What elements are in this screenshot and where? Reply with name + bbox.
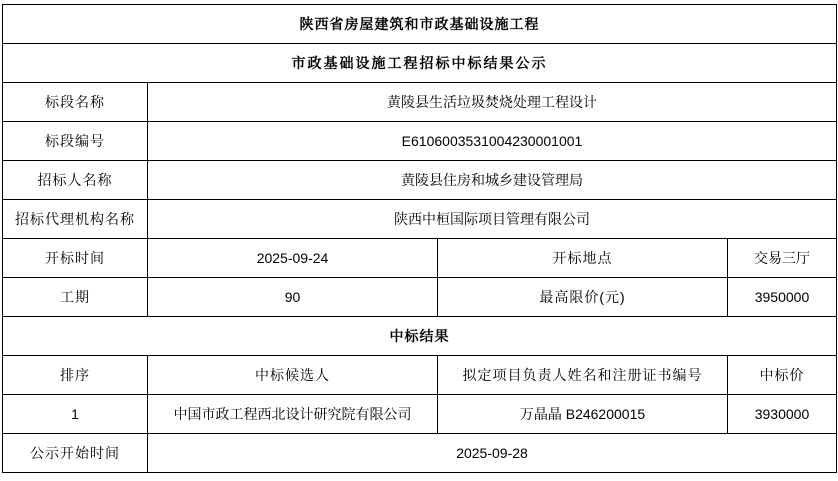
bid-result-table <box>2 4 837 473</box>
field-value-section-code: E6106003531004230001001 <box>148 122 837 161</box>
table-row <box>3 395 837 434</box>
cell-rank: 1 <box>3 395 148 434</box>
column-header-rank: 排序 <box>3 356 148 395</box>
table-row <box>3 122 837 161</box>
field-value-open-time: 2025-09-24 <box>148 239 438 278</box>
table-row-subtitle <box>3 44 837 83</box>
field-value-agency: 陕西中桓国际项目管理有限公司 <box>148 200 837 239</box>
table-row <box>3 434 837 473</box>
table-row <box>3 239 837 278</box>
field-label-section-code: 标段编号 <box>3 122 148 161</box>
field-label-duration: 工期 <box>3 278 148 317</box>
field-value-section-name: 黄陵县生活垃圾焚烧处理工程设计 <box>148 83 837 122</box>
cell-price: 3930000 <box>728 395 837 434</box>
field-label-publish-time: 公示开始时间 <box>3 434 148 473</box>
field-value-publish-time: 2025-09-28 <box>148 434 837 473</box>
field-label-agency: 招标代理机构名称 <box>3 200 148 239</box>
table-row-title <box>3 5 837 44</box>
cell-candidate: 中国市政工程西北设计研究院有限公司 <box>148 395 438 434</box>
field-value-tenderer: 黄陵县住房和城乡建设管理局 <box>148 161 837 200</box>
column-header-manager: 拟定项目负责人姓名和注册证书编号 <box>438 356 728 395</box>
table-row-section <box>3 317 837 356</box>
table-row <box>3 83 837 122</box>
column-header-candidate: 中标候选人 <box>148 356 438 395</box>
document-title: 陕西省房屋建筑和市政基础设施工程 <box>3 5 837 44</box>
column-header-price: 中标价 <box>728 356 837 395</box>
field-value-max-price: 3950000 <box>728 278 837 317</box>
field-label-open-time: 开标时间 <box>3 239 148 278</box>
field-label-tenderer: 招标人名称 <box>3 161 148 200</box>
section-header-result: 中标结果 <box>3 317 837 356</box>
field-value-open-place: 交易三厅 <box>728 239 837 278</box>
document-subtitle: 市政基础设施工程招标中标结果公示 <box>3 44 837 83</box>
field-label-max-price: 最高限价(元) <box>438 278 728 317</box>
table-row <box>3 161 837 200</box>
cell-manager: 万晶晶 B246200015 <box>438 395 728 434</box>
table-row <box>3 200 837 239</box>
table-header-row <box>3 356 837 395</box>
field-label-section-name: 标段名称 <box>3 83 148 122</box>
field-value-duration: 90 <box>148 278 438 317</box>
field-label-open-place: 开标地点 <box>438 239 728 278</box>
table-row <box>3 278 837 317</box>
